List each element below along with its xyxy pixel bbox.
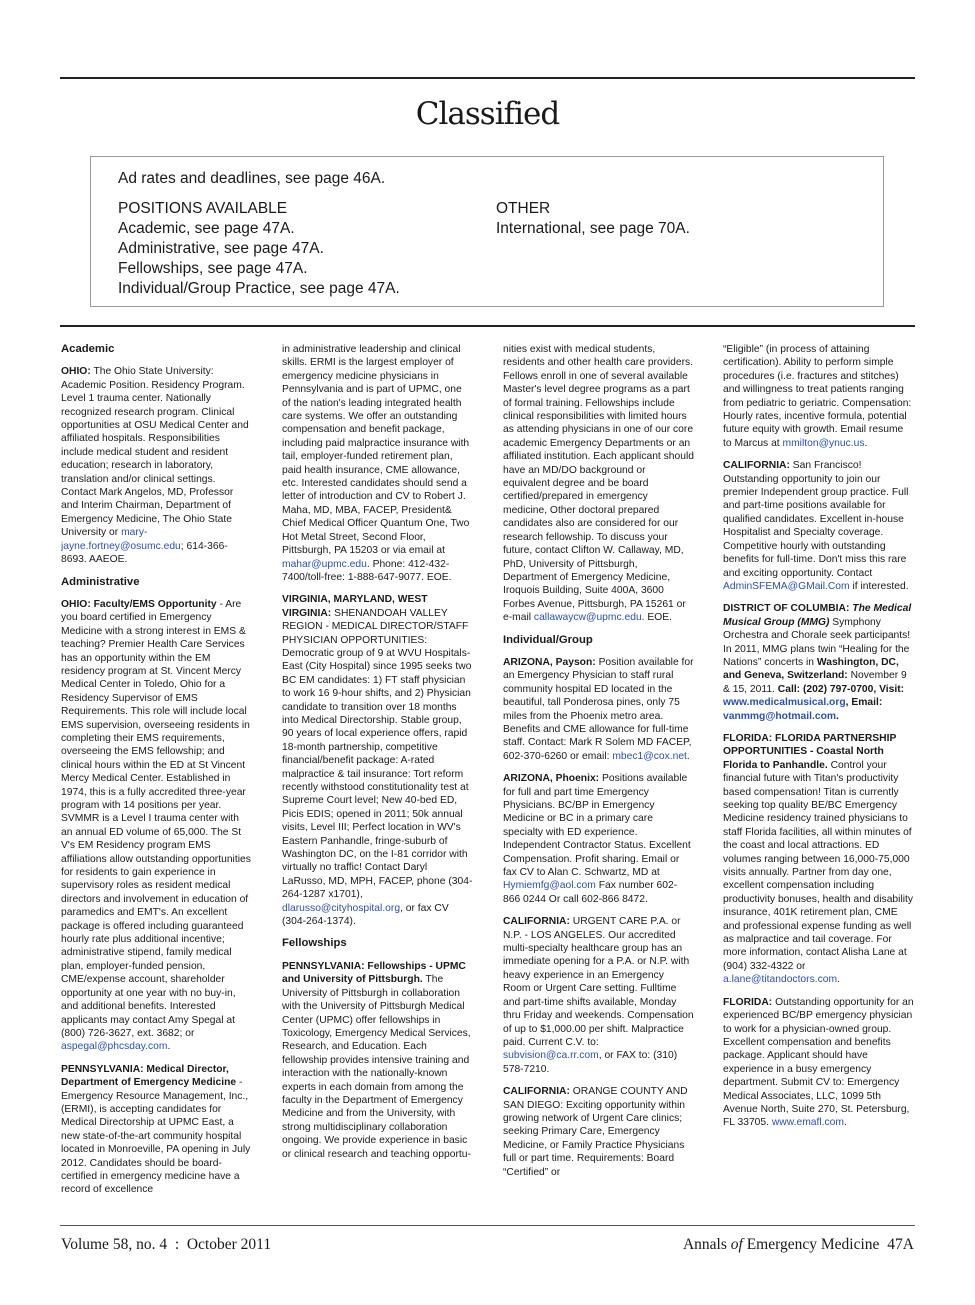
email-link[interactable]: vanmmg@hotmail.com bbox=[723, 710, 837, 722]
listing-ohio-ems: OHIO: Faculty/EMS Opportunity - Are you board certified in Emergency Medicine with a strong interest in EMS & teaching? Premier Health Care Services has an opportunity within the EM residency program at St. Vincent Mercy Medical Center in Toledo, Ohio for a Residency Supervisor of EMS Requirements. This role will include local EMS supervision, overseeing residents in completing their EMS requirements, overseeing the EMS fellowship; and clinical hours within the ED at St Vincent Mercy Medical Center. Established in 1974, this is a fully accredited three-year program with 14 positions per year. SVMMR is a Level I trauma center with an annual ED volume of 65,000. The St V's EM Residency program EMS affiliations allow outstanding opportunities for residents to gain experience in supervisory roles as resident medical directors and involvement in education of paramedics and EMT's. An excellent package is offered including guaranteed hourly rate plus additional incentive; administrative stipend, family medical plan, employer-funded pension, CME/expense account, shareholder opportunity at one year with no buy-in, and additional benefits. Interested applicants may contact Amy Spegal at (800) 726-3627, ext. 3682; or aspegal@phcsday.com. bbox=[61, 598, 251, 1053]
column-2 bbox=[282, 343, 473, 1215]
section-rule bbox=[60, 325, 915, 327]
positions-title: POSITIONS AVAILABLE bbox=[118, 200, 288, 217]
listing-arizona-payson: ARIZONA, Payson: Position available for an Emergency Physician to staff rural community hospital ED located in the beautiful, tall Ponderosa pines, only 75 miles from the Phoenix metro area. Benefits and CME allowance for full-time staff. Contact: Mark R Solem MD FACEP, 602-370-6260 or email: mbec1@cox.net. bbox=[503, 656, 694, 762]
column-3 bbox=[503, 343, 694, 1215]
listing-dc-mmg: DISTRICT OF COLUMBIA: The Medical Musical Group (MMG) Symphony Orchestra and Chorale seek participants! In 2011, MMG plans twin “Healing for the Nations” concerts in Washington, DC, and Geneva, Switzerland: November 9 & 15, 2011. Call: (202) 797-0700, Visit: www.medicalmusical.org, Email: vanmmg@hotmail.com. bbox=[723, 603, 912, 722]
email-link[interactable]: a.lane@titandoctors.com bbox=[723, 974, 838, 986]
email-link[interactable]: aspegal@phcsday.com bbox=[61, 1041, 168, 1053]
positions-index bbox=[118, 199, 400, 299]
listing-virginia: VIRGINIA, MARYLAND, WEST VIRGINIA: SHENANDOAH VALLEY REGION - MEDICAL DIRECTOR/STAFF PHYSICIAN OPPORTUNITIES: Democratic group of 9 at WVU Hospitals-East (City Hospital) since 1995 seeks two BC EM candidates: 1) FT staff physician to work 16 9-hour shifts, and 2) Physician candidate to transition over 18 months into Medical Directorship. Stable group, 90 years of local experience offers, rapid 18-month partnership, competitive financial/benefit package: A-rated malpractice & tail insurance: Tort reform recently withstood constitutionality test at Supreme Court level; New 40-bed ED, Picis EDIS; opened in 2011; 50k annual visits, Level III; Perfect location in WV's Eastern Panhandle, fringe-suburb of Washington DC, on the I-81 corridor with virtually no traffic! Contact Daryl LaRusso, MD, MPH, FACEP, phone (304-264-1287 x1701), dlarusso@cityhospital.org, or fax CV (304-264-1374). bbox=[282, 594, 473, 928]
footer-rule bbox=[60, 1225, 915, 1226]
index-item-international: International, see page 70A. bbox=[496, 220, 690, 237]
email-link[interactable]: mahar@upmc.edu bbox=[282, 558, 367, 570]
listing-florida-outstanding: FLORIDA: Outstanding opportunity for an experienced BC/BP emergency physician to work for a physician-owned group. Excellent compensation and benefits package. Applicant should have experience in a busy emergency department. Submit CV to: Emergency Medical Associates, LLC, 1099 5th Avenue North, Suite 270, St. Petersburg, FL 33705. www.emafl.com. bbox=[723, 996, 914, 1129]
section-heading-fellowships: Fellowships bbox=[282, 937, 347, 950]
listing-arizona-phoenix: ARIZONA, Phoenix: Positions available for full and part time Emergency Physicians. BC/BP in Emergency Medicine or BC in a primary care specialty with ED experience. Independent Contractor Status. Excellent Compensation. Profit sharing. Email or fax CV to Alan C. Schwartz, MD at Hymiemfg@aol.com Fax number 602-866 0244 Or call 602-866 8472. bbox=[503, 773, 691, 905]
page-number: 47A bbox=[887, 1236, 914, 1253]
listing-penn-continued: in administrative leadership and clinical skills. ERMI is the largest employer of emergency medicine physicians in Pennsylvania and is part of UPMC, one of the nation's leading integrated health care systems. We offer an outstanding compensation and benefit package, including paid malpractice insurance with tail, employer-funded retirement plan, paid health insurance, CME allowance, etc. Interested candidates should send a letter of introduction and CV to Robert J. Maha, MD, MBA, FACEP, President& Chief Medical Officer Quantum One, Two Hot Metal Street, Second Floor, Pittsburgh, PA 15203 or via email at mahar@upmc.edu. Phone: 412-432-7400/toll-free: 1-888-647-9077. EOE. bbox=[282, 344, 470, 583]
email-link[interactable]: AdminSFEMA@GMail.Com bbox=[723, 580, 850, 592]
email-link[interactable]: mmilton@ynuc.us bbox=[782, 437, 865, 449]
footer-journal: Annals of Emergency Medicine 47A bbox=[682, 1236, 914, 1253]
other-index bbox=[496, 199, 690, 239]
email-link[interactable]: dlarusso@cityhospital.org bbox=[282, 902, 401, 914]
email-link[interactable]: Hymiemfg@aol.com bbox=[503, 880, 596, 892]
top-rule bbox=[60, 77, 915, 79]
listing-california-orange: CALIFORNIA: ORANGE COUNTY AND SAN DIEGO: Exciting opportunity within growing network of Urgent Care clinics; seeking Primary Care, Emergency Medicine, or Family Practice Physicians full or part time. Requirements: Board “Certified” or bbox=[503, 1086, 688, 1178]
listing-ohio-state: OHIO: The Ohio State University: Academic Position. Residency Program. Level 1 trauma center. Nationally recognized research program. Clinical opportunities at OSU Medical Center and affiliated hospitals. Responsibilities include medical student and resident education; research in laboratory, translation and/or clinical settings. Contact Mark Angelos, MD, Professor and Interim Chairman, Department of Emergency Medicine, The Ohio State University or mary-jayne.fortney@osumc.edu; 614-366-8693. AAEOE. bbox=[61, 366, 249, 566]
section-heading-administrative: Administrative bbox=[61, 575, 140, 588]
website-link[interactable]: www.emafl.com bbox=[771, 1117, 844, 1129]
index-item-academic: Academic, see page 47A. bbox=[118, 220, 295, 237]
ad-rates-line: Ad rates and deadlines, see page 46A. bbox=[118, 170, 386, 187]
page-title: Classified bbox=[415, 96, 560, 132]
email-link[interactable]: callawaycw@upmc.edu bbox=[533, 612, 642, 624]
listing-california-orange-continued: “Eligible” (in process of attaining certification). Ability to perform simple procedures (i.e. fractures and stitches) and willingness to treat patients ranging from pediatric to geriatric. Compensation: Hourly rates, incentive formula, potential future equity with growth. Email resume to Marcus at mmilton@ynuc.us. bbox=[723, 344, 912, 449]
listing-california-sf: CALIFORNIA: San Francisco! Outstanding opportunity to join our premier Independent group practice. Full and part-time positions available for qualified candidates. Excellent in-house Hospitalist and Specialty coverage. Competitive hourly with outstanding benefits for full-time. Don't miss this rare and exciting opportunity. Contact AdminSFEMA@GMail.Com if interested. bbox=[723, 460, 909, 592]
listing-florida-partnership: FLORIDA: FLORIDA PARTNERSHIP OPPORTUNITIES - Coastal North Florida to Panhandle. Control your financial future with Titan's productivity based compensation! Titan is currently seeking top quality BE/BC Emergency Medicine residency trained physicians to staff Florida facilities, all within minutes of the coast and local attractions. ED volumes ranging between 16,000-75,000 visits annually. Partner from day one, excellent compensation including productivity bonuses, health and disability insurance, 401K retirement plan, CME and professional expense funding as well as malpractice and tail coverage. For more information, contact Alisha Lane at (904) 332-4322 or a.lane@titandoctors.com. bbox=[723, 732, 914, 986]
footer-issue: Volume 58, no. 4 : October 2011 bbox=[61, 1236, 272, 1253]
section-heading-individual-group: Individual/Group bbox=[503, 633, 593, 646]
listing-fellowships-continued: nities exist with medical students, residents and other health care providers. Fellows enroll in one of several available Master's level degree programs as a part of formal training. Fellowships include clinical responsibilities with limited hours as attending physicians in one of our core academic Emergency Departments or an affiliated institution. Each applicant should have an MD/DO background or equivalent degree and be board certified/prepared in emergency medicine, Other doctoral prepared candidates also are considered for our research fellowship. To discuss your future, contact Clifton W. Callaway, MD, PhD, University of Pittsburgh, Department of Emergency Medicine, Iroquois Building, Suite 400A, 3600 Forbes Avenue, Pittsburgh, PA 15261 or e-mail callawaycw@upmc.edu. EOE. bbox=[503, 344, 694, 624]
email-link[interactable]: subvision@ca.rr.com bbox=[503, 1050, 599, 1062]
classified-index-box bbox=[90, 156, 884, 307]
listing-upmc-fellowships: PENNSYLVANIA: Fellowships - UPMC and University of Pittsburgh. The University of Pittsburgh in collaboration with the University of Pittsburgh Medical Center (UPMC) offer fellowships in Toxicology, Emergency Medical Services, Research, and Education. Each fellowship provides intensive training and interaction with the nationally-known experts in each domain from among the faculty in the Department of Emergency Medicine and from the University, with strong multidisciplinary collaboration ongoing. We provide experience in basic or clinical research and teaching opportu- bbox=[282, 960, 471, 1160]
website-link[interactable]: www.medicalmusical.org bbox=[723, 697, 846, 709]
index-item-administrative: Administrative, see page 47A. bbox=[118, 240, 324, 257]
email-link[interactable]: mbec1@cox.net bbox=[612, 750, 687, 762]
listing-penn-medical-director: PENNSYLVANIA: Medical Director, Department of Emergency Medicine - Emergency Resource Management, Inc., (ERMI), is accepting candidates for Medical Directorship at UPMC East, a new state-of-the-art community hospital located in Monroeville, PA opening in July 2012. Candidates should be board-certified in emergency medicine have a record of excellence bbox=[61, 1063, 251, 1196]
index-item-fellowships: Fellowships, see page 47A. bbox=[118, 260, 308, 277]
column-1 bbox=[61, 343, 252, 1215]
index-item-individual-group: Individual/Group Practice, see page 47A. bbox=[118, 280, 400, 297]
listing-california-la: CALIFORNIA: URGENT CARE P.A. or N.P. - LOS ANGELES. Our accredited multi-specialty healthcare group has an immediate opening for a P.A. or N.P. with heavy experience in an Emergency Room or Urgent Care setting. Fulltime and part-time shifts available, Monday thru Friday and weekends. Compensation of up to $1,000.00 per shift. Malpractice paid. Current C.V. to: subvision@ca.rr.com, or FAX to: (310) 578-7210. bbox=[503, 916, 694, 1075]
other-title: OTHER bbox=[496, 200, 551, 217]
column-4 bbox=[723, 343, 914, 1215]
email-link[interactable]: mary-jayne.fortney@osumc.edu bbox=[61, 527, 181, 552]
section-heading-academic: Academic bbox=[61, 343, 115, 355]
